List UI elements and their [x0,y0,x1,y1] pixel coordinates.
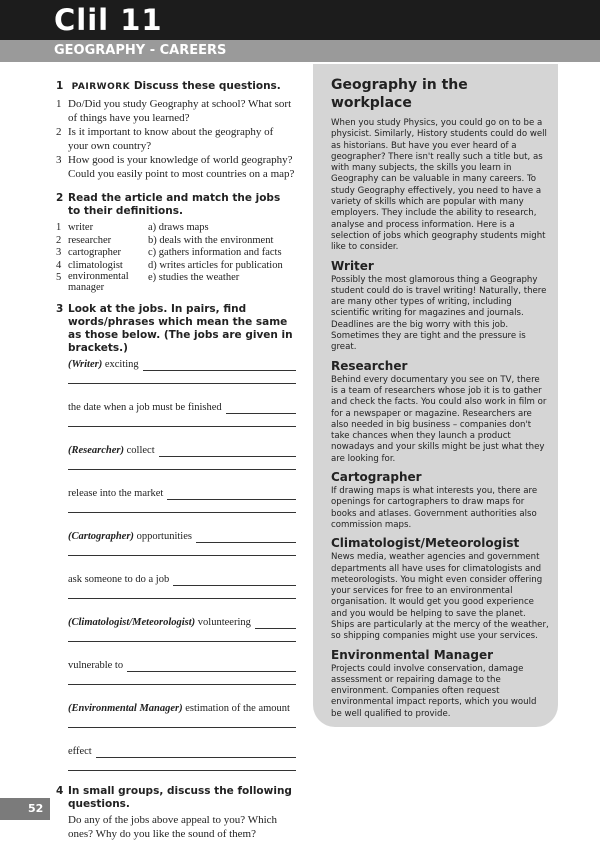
answer-line[interactable] [196,532,296,543]
list-item: 3 How good is your knowledge of world geography? Could you easily point to most countries on a map? [56,154,295,180]
fill-item: effect [68,742,296,758]
answer-line[interactable] [68,629,296,642]
answer-line[interactable] [167,489,296,500]
match-row: 5 environmental manager e) studies the weather [56,271,240,293]
answer-line[interactable] [226,403,296,414]
fill-item: (Writer) exciting [68,355,296,371]
question-3-heading: 3 Look at the jobs. In pairs, find words/phrases which mean the same as those below. (The jobs are given in brackets.) [56,303,293,354]
answer-line[interactable] [127,661,296,672]
page-number: 52 [0,798,50,820]
answer-line[interactable] [68,672,296,685]
fill-item: release into the market [68,484,296,500]
question-4-heading: 4 In small groups, discuss the following questions. [56,785,292,810]
question-1-heading: 1 PAIRWORK Discuss these questions. [56,80,281,92]
pairwork-tag: PAIRWORK [71,82,131,92]
answer-line[interactable] [68,715,296,728]
fill-item: ask someone to do a job [68,570,296,586]
article-title: Geography in the workplace [331,77,468,111]
answer-line[interactable] [173,575,296,586]
page-title: Clil 11 [54,3,163,37]
article-heading: Environmental Manager [331,647,494,662]
match-row: 1 writer a) draws maps [56,222,209,233]
article [331,76,549,720]
article-paragraph: Behind every documentary you see on TV, there is a team of researchers whose job it is to gather and check the facts. You could also work in film or for a newspaper or magazine. Researchers are also needed in big business – companies don't take chances when they launch a product nowadays and your skills might be just what they are looking for. [331,374,547,464]
answer-line[interactable] [143,360,296,371]
answer-line[interactable] [68,758,296,771]
list-item: 2 Is it important to know about the geography of your own country? [56,126,274,152]
match-row: 3 cartographer c) gathers information and facts [56,247,282,258]
answer-line[interactable] [68,543,296,556]
answer-line[interactable] [68,457,296,470]
answer-line[interactable] [68,586,296,599]
fill-item: vulnerable to [68,656,296,672]
list-item: 1 Do/Did you study Geography at school? What sort of things have you learned? [56,98,292,124]
article-paragraph: If drawing maps is what interests you, there are openings for cartographers to draw maps for books and atlases. Government authorities also commission maps. [331,486,538,530]
match-row: 2 researcher b) deals with the environment [56,234,274,246]
article-intro: When you study Physics, you could go on to be a physicist. Similarly, History students could do well as historians. But have you ever heard of a geographer? There isn't really such a title but, as with many subjects, the skills you learn in Geography can be valuable in many careers. To study Geography effectively, you need to have a variety of skills which are popular with many employers. They include the ability to research, analyse and process information. Here is a selection of jobs which geography students might like to consider. [331,118,547,253]
answer-line[interactable] [255,618,296,629]
answer-line[interactable] [68,414,296,427]
fill-item: (Environmental Manager) estimation of the amount [68,702,290,714]
section-subtitle: GEOGRAPHY - CAREERS [54,43,227,58]
answer-line[interactable] [96,747,296,758]
fill-item: (Climatologist/Meteorologist) volunteering [68,613,296,629]
article-paragraph: Projects could involve conservation, damage assessment or repairing damage to the environment. Companies often request environmental impact reports, which you would be well qualified to provide. [331,663,537,719]
article-paragraph: News media, weather agencies and government departments all have uses for climatologists and meteorologists. You might even consider offering your services for free to an environmental organisation. It would get you good experience and you would be helping to save the planet. Ships are particularly at the mercy of the weather, so shipping companies might use your services. [331,552,549,642]
match-row: 4 climatologist d) writes articles for publication [56,259,283,271]
question-4-text: Do any of the jobs above appeal to you? Which ones? Why do you like the sound of them? [68,814,278,840]
answer-line[interactable] [68,371,296,384]
fill-item: (Researcher) collect [68,441,296,457]
answer-line[interactable] [68,500,296,513]
article-heading: Researcher [331,358,408,373]
answer-line[interactable] [159,446,296,457]
fill-item: the date when a job must be finished [68,398,296,414]
fill-item: (Cartographer) opportunities [68,527,296,543]
exercises [56,80,296,841]
question-2-heading: 2 Read the article and match the jobs to their definitions. [56,192,281,217]
article-heading: Climatologist/Meteorologist [331,536,520,551]
article-heading: Cartographer [331,470,422,485]
article-paragraph: Possibly the most glamorous thing a Geography student could do is travel writing! Naturally, there are many other types of writing, including scientific writing for magazines and journals. Deadlines are the big worry with this job. Sometimes they are tight and the pressure is great. [331,274,547,353]
article-heading: Writer [331,258,374,273]
